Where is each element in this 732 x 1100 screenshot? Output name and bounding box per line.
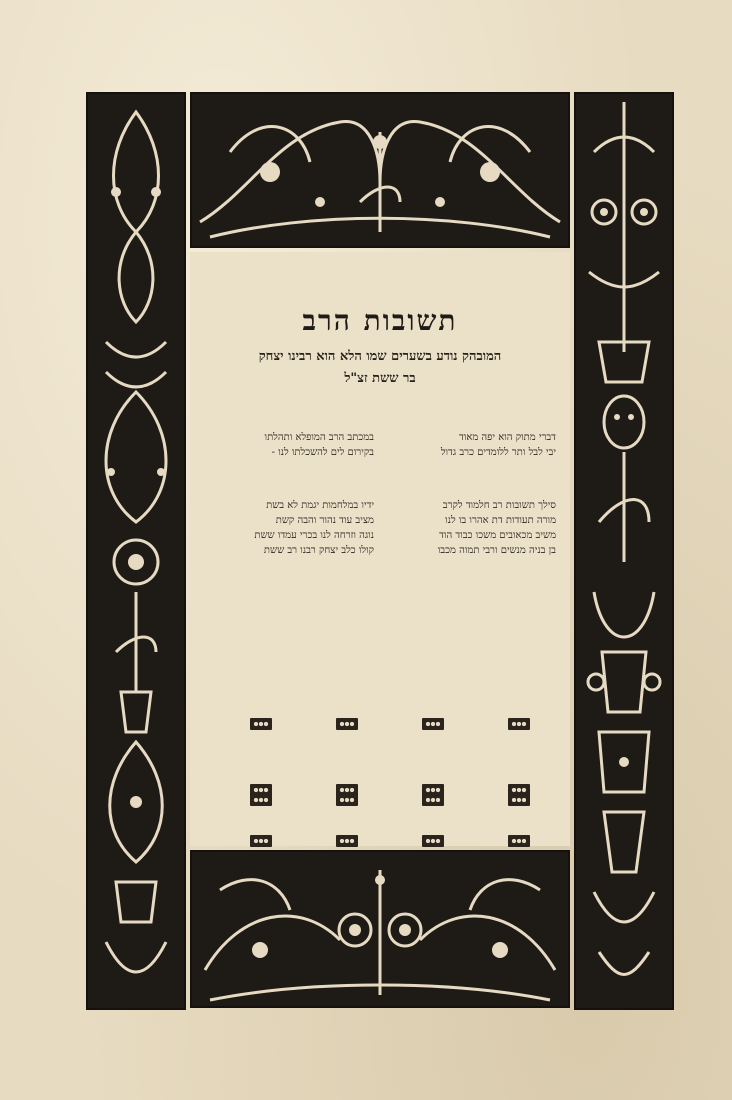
left-woodcut-column xyxy=(86,92,186,1010)
printer-ornament-icon xyxy=(508,794,530,806)
top-woodcut-band xyxy=(190,92,570,248)
top-band-ornament xyxy=(190,92,570,248)
subtitle-line-1: המובהק נודע בשערים שמו הלא הוא רבינו יצחק xyxy=(258,349,502,364)
printer-ornament-icon xyxy=(250,794,272,806)
printer-ornament-icon xyxy=(422,718,444,730)
verse-line: ידיו במלחמות יגמת לא בשת xyxy=(266,500,374,511)
verse-line: בקירום לים להשכלתו לנו - xyxy=(271,447,374,458)
printer-ornament-icon xyxy=(336,835,358,847)
verse-line: מציב עוד נהור והבה קשת xyxy=(275,515,374,526)
verse-line: סילך תשובות רב חלמוד לקרב xyxy=(442,500,556,511)
verse-line: יבי לבל ותר ללומדים כרב גדול xyxy=(440,447,556,458)
verse-left-2 xyxy=(204,498,374,558)
printer-ornament-icon xyxy=(250,718,272,730)
verse-line: בן בניה מנשים ורבי תמוה מכבו xyxy=(437,545,556,556)
verse-line: מורה תעודות דת אהרו בו לנו xyxy=(445,515,556,526)
title-page-frame xyxy=(86,92,674,1010)
printer-ornament-icon xyxy=(336,718,358,730)
book-title: תשובות הרב xyxy=(302,304,458,337)
title-text-area xyxy=(190,252,570,846)
printer-ornament-icon xyxy=(508,835,530,847)
verse-line: נוגה וזרחה לנו בכרי עמדו ששת xyxy=(254,530,374,541)
verse-left-1 xyxy=(204,430,374,460)
verse-right-1 xyxy=(386,430,556,460)
bottom-band-ornament xyxy=(190,850,570,1008)
verse-line: משיב מכאובים משכו כבוד הוד xyxy=(439,530,556,541)
printer-ornament-icon xyxy=(422,794,444,806)
right-woodcut-column xyxy=(574,92,674,1010)
printer-ornament-icon xyxy=(422,835,444,847)
left-column-ornament xyxy=(86,92,186,1010)
right-column-ornament xyxy=(574,92,674,1010)
bottom-woodcut-band xyxy=(190,850,570,1008)
printer-ornament-icon xyxy=(508,718,530,730)
subtitle-line-2: בר ששת זצ"ל xyxy=(344,371,416,386)
verse-line: במכתב הרב המופלא ותהלתו xyxy=(264,432,374,443)
verse-line: דברי מתוק הוא יפה מאוד xyxy=(458,432,556,443)
verse-line: קולו כלב יצחק רבנו רב ששת xyxy=(263,545,374,556)
verse-right-2 xyxy=(386,498,556,558)
printer-ornament-icon xyxy=(336,794,358,806)
printer-ornament-icon xyxy=(250,835,272,847)
